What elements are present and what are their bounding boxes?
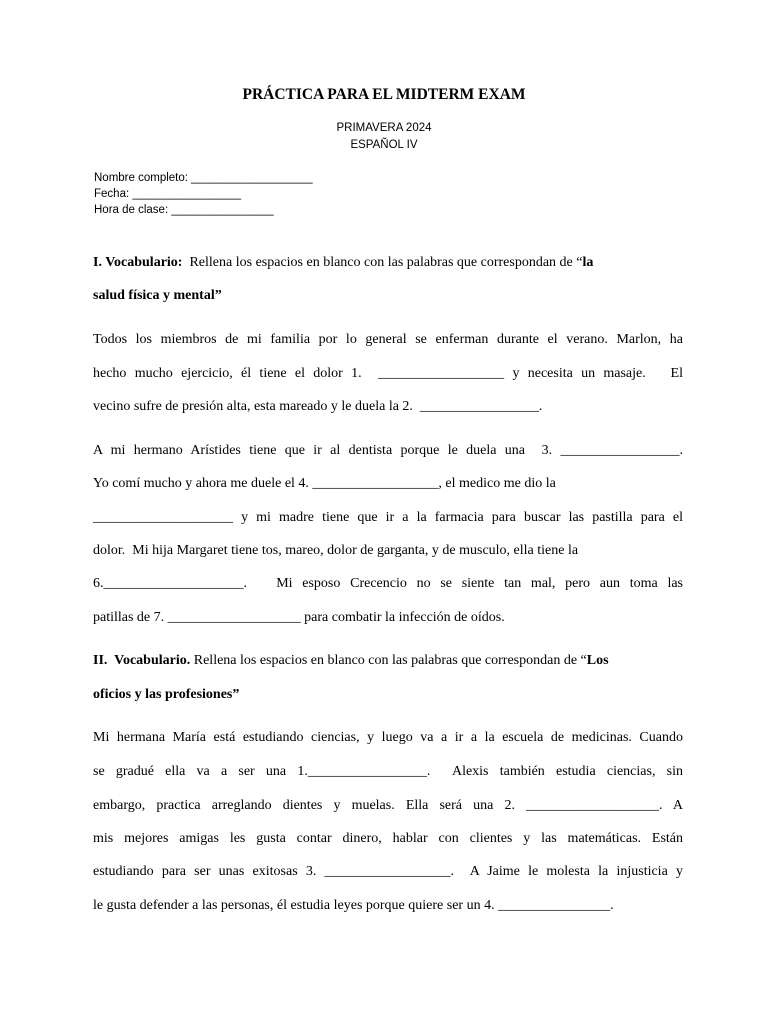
paragraph-line: Todos los miembros de mi familia por lo general se enferman durante el verano. Marlon, ha [93, 332, 683, 347]
paragraph-line: estudiando para ser unas exitosas 3. __________________. A Jaime le molesta la injusticia y [93, 864, 683, 879]
section1-topic-start: la [582, 255, 594, 270]
term-label: PRIMAVERA 2024 [336, 122, 432, 134]
section1-topic-line [93, 287, 683, 305]
paragraph-line: 6.____________________. Mi esposo Crecencio no se siente tan mal, pero aun toma las [93, 576, 683, 591]
section2-instruction: Rellena los espacios en blanco con las palabras que correspondan de “ [190, 653, 587, 668]
section2-heading: II. Vocabulario. [93, 653, 191, 668]
fecha-field: Fecha: _________________ [94, 188, 242, 200]
paragraph-line: Mi hermana María está estudiando ciencias, y luego va a ir a la escuela de medicinas. Cuando [93, 730, 683, 745]
section1-instruction: Rellena los espacios en blanco con las palabras que correspondan de “ [182, 255, 583, 270]
page-title: PRÁCTICA PARA EL MIDTERM EXAM [242, 86, 526, 103]
paragraph-line: ____________________ y mi madre tiene que ir a la farmacia para buscar las pastilla para el [93, 510, 683, 525]
course-label: ESPAÑOL IV [350, 139, 418, 151]
paragraph-line: embargo, practica arreglando dientes y muelas. Ella será una 2. ___________________. A [93, 798, 683, 813]
section2-topic-start: Los [586, 653, 609, 668]
nombre-field: Nombre completo: ___________________ [94, 172, 313, 184]
section2-topic-line [93, 686, 683, 704]
paragraph-line: hecho mucho ejercicio, él tiene el dolor 1. __________________ y necesita un masaje. El [93, 366, 683, 381]
section2-topic-end: oficios y las profesiones” [93, 687, 240, 702]
section1-heading: I. Vocabulario: [93, 255, 183, 270]
section1-heading-line [93, 254, 683, 272]
paragraph-line: vecino sufre de presión alta, esta mareado y le duela la 2. _________________. [93, 399, 543, 414]
section2-heading-line [93, 652, 683, 670]
paragraph-line: Yo comí mucho y ahora me duele el 4. __________________, el medico me dio la [93, 476, 556, 491]
paragraph-line: A mi hermano Arístides tiene que ir al dentista porque le duela una 3. _________________. [93, 443, 683, 458]
paragraph-line: mis mejores amigas les gusta contar dinero, hablar con clientes y las matemáticas. Están [93, 831, 683, 846]
section1-topic-end: salud física y mental” [93, 288, 222, 303]
paragraph-line: le gusta defender a las personas, él estudia leyes porque quiere ser un 4. ________________. [93, 898, 614, 913]
paragraph-line: patillas de 7. ___________________ para combatir la infección de oídos. [93, 610, 505, 625]
paragraph-line: se gradué ella va a ser una 1._________________. Alexis también estudia ciencias, sin [93, 764, 683, 779]
hora-field: Hora de clase: ________________ [94, 204, 274, 216]
paragraph-line: dolor. Mi hija Margaret tiene tos, mareo, dolor de garganta, y de musculo, ella tiene la [93, 543, 579, 558]
